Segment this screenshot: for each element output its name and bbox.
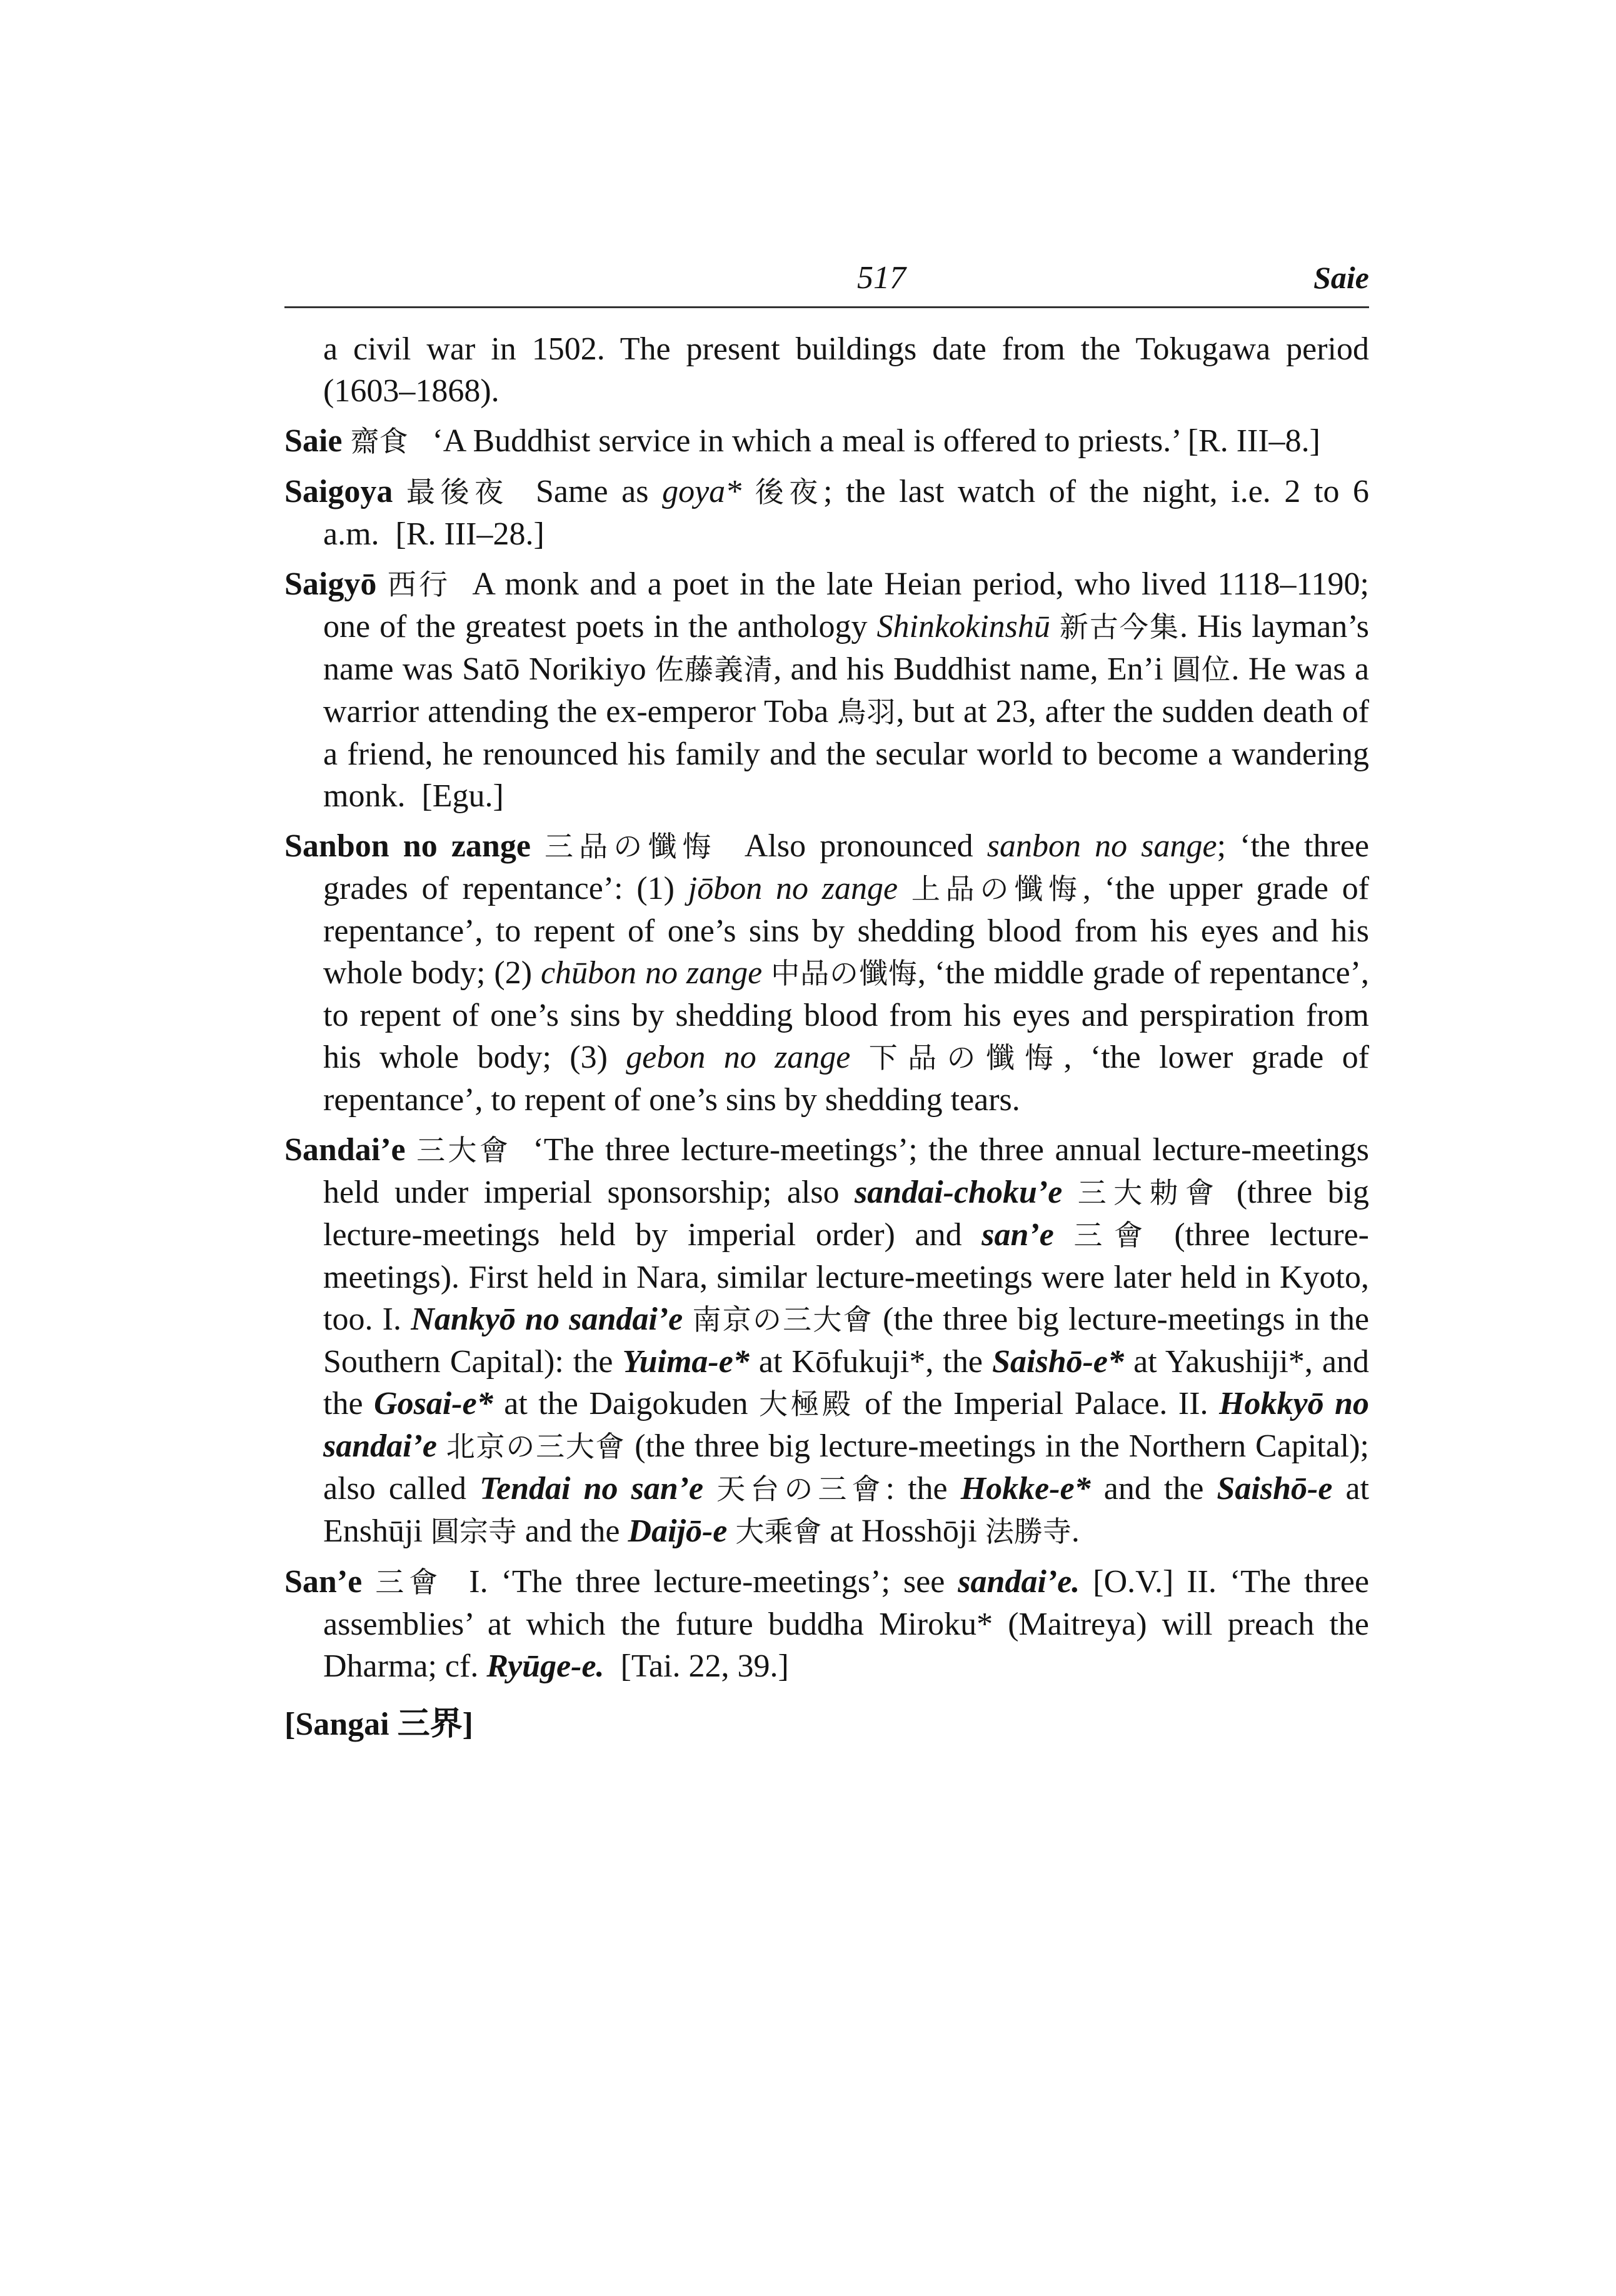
entry-saigoya — [284, 471, 1369, 555]
cross-reference: Ryūge-e. — [486, 1648, 605, 1684]
definition-part: A monk and a poet in the late Heian period, who lived 1118–1190; one of the greatest poets in the anthology — [323, 566, 1370, 644]
running-head: Saie — [1313, 260, 1369, 295]
term-kanji: 大乘會 — [735, 1515, 822, 1548]
term-kanji: 圓位 — [1172, 653, 1232, 686]
definition-part: , ‘the lower grade of repentance’, to repent of one’s sins by shedding tears. — [323, 1040, 1370, 1118]
term-kanji: 鳥羽 — [837, 695, 896, 729]
entry-sangai-xref: [Sangai 三界] — [284, 1707, 473, 1742]
definition-part: at the Daigokuden — [504, 1386, 748, 1421]
definition-part: and the — [1103, 1471, 1204, 1506]
cross-reference: Saishō-e* — [992, 1344, 1125, 1380]
definition: ‘A Buddhist service in which a meal is offered to priests.’ — [432, 423, 1180, 459]
entry-saigyo — [284, 563, 1369, 817]
definition-part: . — [1071, 1513, 1080, 1549]
term-kanji: 南京の三大會 — [692, 1303, 873, 1336]
definition-part: II. ‘The three assemblies’ at which the future buddha Miroku* (Maitreya) will preach the Dharma; cf. — [323, 1564, 1370, 1684]
definition-part: of the Imperial Palace. II. — [865, 1386, 1208, 1421]
headword-kanji: 齋食 — [350, 424, 408, 458]
headword-kanji: 最後夜 — [406, 475, 509, 509]
definition-part: ; the last watch of the night, i.e. 2 to 6 a.m. — [323, 474, 1370, 552]
headword: Saigoya — [284, 474, 393, 509]
term: Nankyō no sandai’e — [411, 1301, 683, 1337]
entry-sanbon-no-zange — [284, 825, 1369, 1121]
definition-part: ; ‘the three grades of repentance’: (1) — [323, 828, 1370, 906]
term: Daijō-e — [628, 1513, 728, 1549]
entry-sandaie — [284, 1129, 1369, 1553]
entry-continuation — [284, 328, 1369, 412]
headword: Sandai’e — [284, 1132, 406, 1168]
definition-part: . He was a warrior attending the ex-emperor Toba — [323, 651, 1370, 729]
term: sandai-choku’e — [855, 1175, 1063, 1210]
term-kanji: 後夜 — [755, 475, 823, 509]
definition-part: , but at 23, after the sudden death of a friend, he renounced his family and the secular world to become a wandering monk. — [323, 694, 1370, 814]
term-kanji: 下品の懺悔 — [868, 1041, 1064, 1075]
term: san’e — [981, 1217, 1054, 1253]
headword-kanji: 三會 — [375, 1565, 443, 1599]
entry-sane — [284, 1561, 1369, 1687]
term-kanji: 大極殿 — [759, 1387, 854, 1421]
headword: Saigyō — [284, 566, 377, 602]
term-kanji: 圓宗寺 — [430, 1515, 517, 1548]
continuation-text: a civil war in 1502. The present buildings date from the Tokugawa period (1603–1868). — [323, 331, 1369, 409]
headword-kanji: 三品の懺悔 — [545, 830, 717, 863]
definition-part: , and his Buddhist name, En’i — [773, 651, 1163, 687]
reference: [Egu.] — [421, 778, 504, 814]
cross-reference: sandai’e. — [958, 1564, 1080, 1600]
definition-part: . His layman’s name was Satō Norikiyo — [323, 609, 1370, 687]
definition-part: Same as — [536, 474, 649, 509]
definition-part: at Yakushiji*, and the — [323, 1344, 1370, 1421]
term-kanji: 三會 — [1073, 1218, 1155, 1252]
definition-part: (the three big lecture-meetings in the Northern Capital); also called — [323, 1428, 1370, 1506]
term-kanji: 法勝寺 — [985, 1515, 1071, 1548]
headword-kanji: 三大會 — [416, 1133, 511, 1167]
term-kanji: 中品の懺悔 — [771, 956, 918, 990]
definition-part: (three big lecture-meetings held by imperial order) and — [323, 1175, 1370, 1253]
term-kanji: 三大勅會 — [1077, 1176, 1222, 1210]
term-kanji: 天台の三會 — [716, 1472, 886, 1506]
definition-part: (the three big lecture-meetings in the Southern Capital): the — [323, 1301, 1370, 1380]
term-kanji: 佐藤義清 — [655, 653, 774, 686]
term-kanji: 北京の三大會 — [446, 1430, 626, 1463]
reference: [R. III–28.] — [395, 516, 545, 552]
definition-part: (three lecture-meetings). First held in Nara, similar lecture-meetings were later held in Kyoto, too. I. — [323, 1217, 1370, 1337]
term-kanji: 新古今集 — [1059, 610, 1180, 644]
term: Hokkyō no sandai’e — [323, 1386, 1370, 1464]
cross-reference: Gosai-e* — [374, 1386, 493, 1421]
reference: [O.V.] — [1093, 1564, 1174, 1600]
term: Saishō-e — [1217, 1471, 1333, 1506]
term: gebon no zange — [626, 1040, 851, 1075]
reference: [R. III–8.] — [1187, 423, 1320, 459]
headword-kanji: 西行 — [387, 568, 451, 601]
headword: Sanbon no zange — [284, 828, 531, 864]
page-header — [284, 253, 1369, 303]
dictionary-body — [284, 328, 1369, 1753]
page-number: 517 — [857, 260, 906, 296]
headword: Saie — [284, 423, 343, 459]
term: chūbon no zange — [540, 955, 763, 991]
definition-part: at Enshūji — [323, 1471, 1370, 1549]
headword: San’e — [284, 1564, 363, 1600]
term: Tendai no san’e — [479, 1471, 704, 1506]
cross-reference: Yuima-e* — [622, 1344, 750, 1380]
entry-saie — [284, 420, 1369, 463]
definition-part: at Kōfukuji*, the — [758, 1344, 983, 1380]
header-rule — [284, 306, 1369, 308]
definition-part: , ‘the upper grade of repentance’, to repent of one’s sins by shedding blood from his eyes and his whole body; (2) — [323, 871, 1370, 991]
term-kanji: 上品の懺悔 — [911, 872, 1083, 906]
definition-part: I. ‘The three lecture-meetings’; see — [469, 1564, 945, 1600]
definition-part: , ‘the middle grade of repentance’, to repent of one’s sins by shedding blood from his eyes and perspiration from his whole body; (3) — [323, 955, 1370, 1075]
term: jōbon no zange — [688, 871, 898, 906]
definition-part: Also pronounced — [744, 828, 973, 864]
definition-part: at Hosshōji — [830, 1513, 977, 1549]
definition-part: : the — [885, 1471, 948, 1506]
reference: [Tai. 22, 39.] — [620, 1648, 789, 1684]
term: Shinkokinshū — [876, 609, 1050, 644]
definition-part: and the — [524, 1513, 620, 1549]
cross-reference: Hokke-e* — [960, 1471, 1091, 1506]
term: sanbon no sange — [986, 828, 1217, 864]
definition-part: ‘The three lecture-meetings’; the three annual lecture-meetings held under imperial sponsorship; also — [323, 1132, 1370, 1210]
cross-reference: goya* — [662, 474, 742, 509]
